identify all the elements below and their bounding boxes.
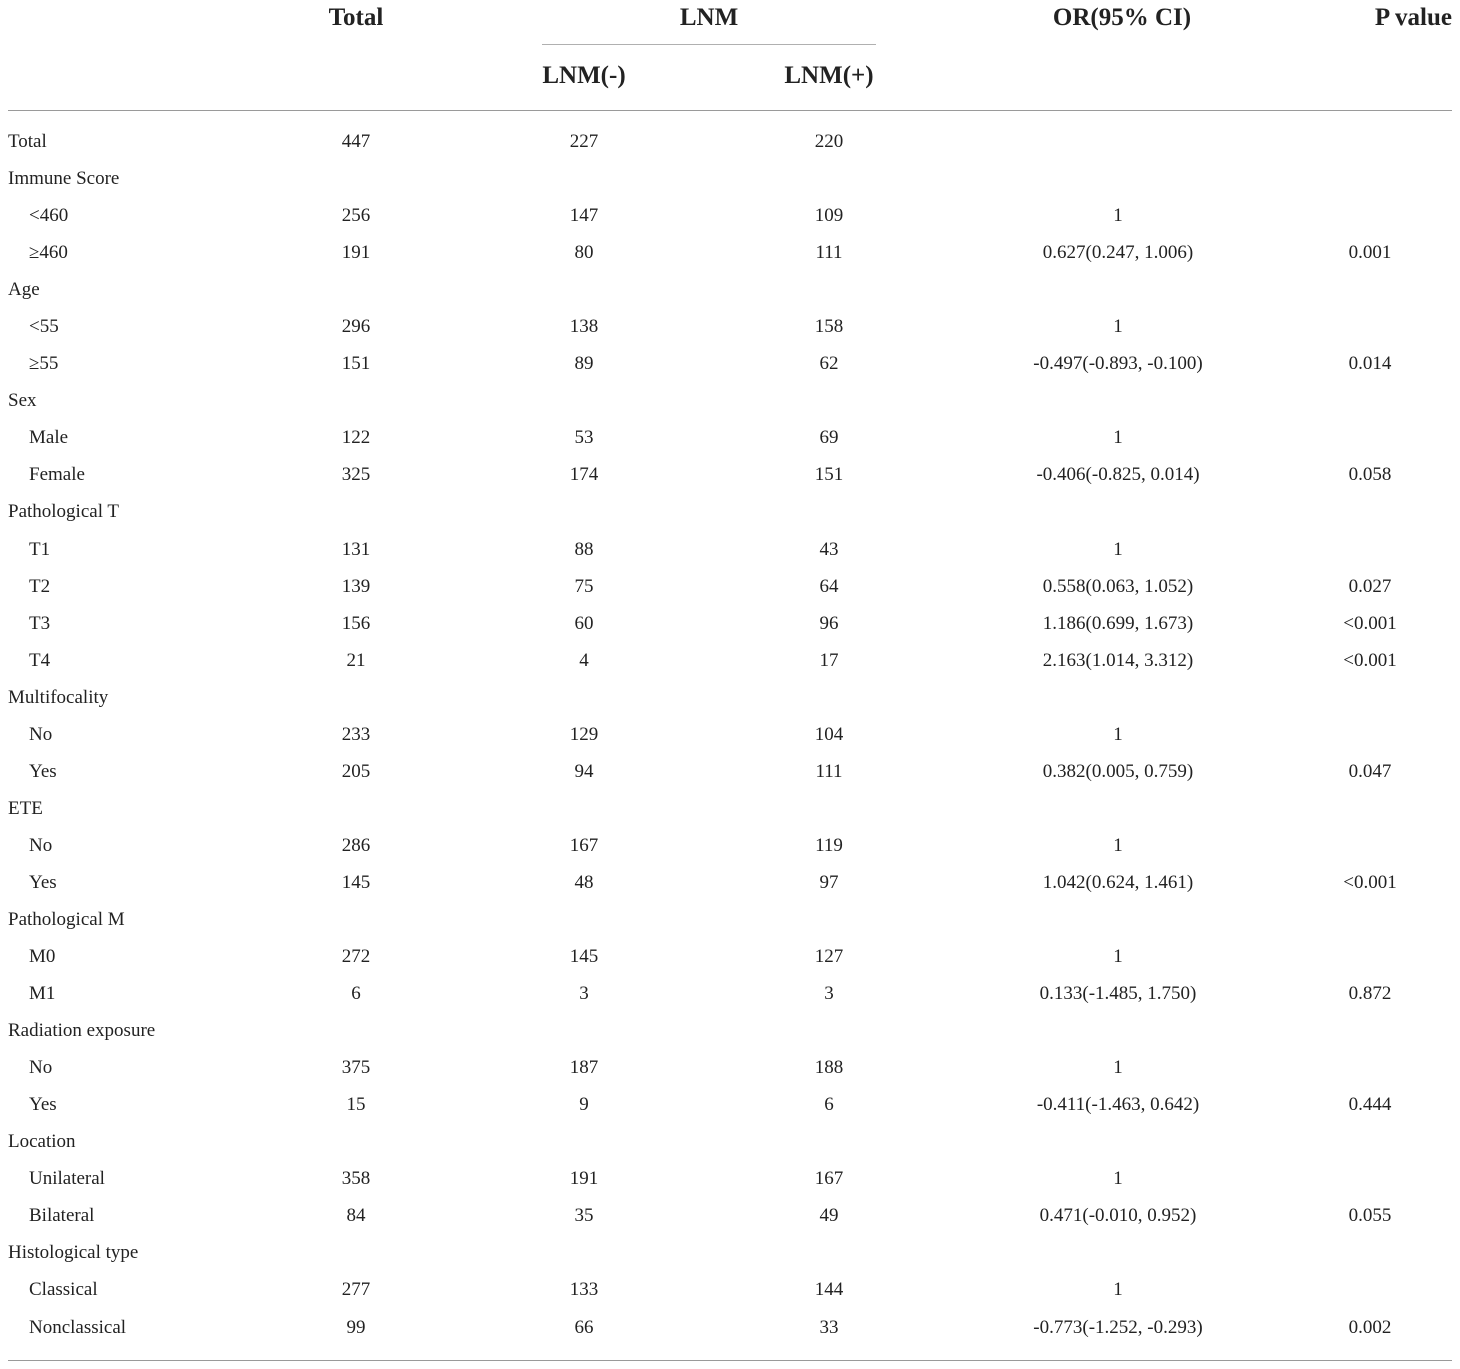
cell-total [248, 271, 464, 308]
cell-total: 205 [341, 760, 371, 782]
table-bottom-rule [8, 1360, 1452, 1361]
cell-or-ci: 1 [1113, 538, 1123, 560]
cell-p-value [1282, 938, 1458, 975]
cell-lnm-negative [464, 493, 704, 530]
table-row-group [8, 901, 1458, 938]
row-label: Total [8, 131, 47, 153]
cell-p-value [1282, 419, 1458, 456]
row-label: Yes [29, 871, 57, 893]
cell-or-ci [954, 790, 1282, 827]
table-row [8, 938, 1458, 975]
cell-total: 15 [346, 1094, 366, 1116]
cell-p-value [1282, 1123, 1458, 1160]
table-row-group [8, 160, 1458, 197]
cell-lnm-positive: 33 [819, 1316, 839, 1338]
table-row [8, 308, 1458, 345]
row-label: M0 [29, 946, 56, 968]
cell-lnm-negative: 9 [579, 1094, 589, 1116]
row-label: No [29, 723, 53, 745]
cell-lnm-positive [704, 493, 954, 530]
row-label: T4 [29, 649, 51, 671]
cell-lnm-negative: 94 [574, 760, 594, 782]
cell-p-value [1282, 1049, 1458, 1086]
cell-total [248, 160, 464, 197]
table-row-group [8, 1012, 1458, 1049]
cell-lnm-positive: 3 [824, 983, 834, 1005]
row-label: Yes [29, 1094, 57, 1116]
cell-lnm-negative [464, 382, 704, 419]
cell-lnm-negative: 48 [574, 871, 594, 893]
cell-lnm-negative: 133 [569, 1279, 599, 1301]
cell-lnm-positive: 104 [814, 723, 844, 745]
cell-lnm-negative: 4 [579, 649, 589, 671]
cell-p-value: 0.872 [1348, 983, 1392, 1005]
cell-total [248, 1234, 464, 1271]
cell-lnm-negative: 145 [569, 946, 599, 968]
cell-lnm-negative [464, 1123, 704, 1160]
cell-lnm-negative [464, 679, 704, 716]
cell-lnm-negative: 80 [574, 242, 594, 264]
cell-or-ci [954, 123, 1282, 160]
cell-p-value [1282, 901, 1458, 938]
cell-lnm-positive: 109 [814, 205, 844, 227]
cell-lnm-negative: 129 [569, 723, 599, 745]
cell-lnm-negative: 35 [574, 1205, 594, 1227]
cell-total: 131 [341, 538, 371, 560]
header-total: Total [328, 4, 384, 31]
row-label: Male [29, 427, 69, 449]
cell-lnm-positive: 188 [814, 1057, 844, 1079]
cell-or-ci [954, 1234, 1282, 1271]
cell-or-ci: 2.163(1.014, 3.312) [1042, 649, 1194, 671]
cell-total: 325 [341, 464, 371, 486]
cell-lnm-positive: 17 [819, 649, 839, 671]
cell-total [248, 901, 464, 938]
cell-or-ci [954, 271, 1282, 308]
cell-lnm-positive: 96 [819, 612, 839, 634]
cell-lnm-negative: 88 [574, 538, 594, 560]
row-label: Histological type [8, 1242, 139, 1264]
table-row [8, 197, 1458, 234]
cell-total: 84 [346, 1205, 366, 1227]
cell-or-ci: 1 [1113, 1168, 1123, 1190]
cell-or-ci [954, 1123, 1282, 1160]
cell-or-ci: 1 [1113, 834, 1123, 856]
cell-lnm-positive [704, 382, 954, 419]
cell-lnm-positive [704, 901, 954, 938]
table-row-group [8, 493, 1458, 530]
row-label: Age [8, 279, 40, 301]
cell-p-value [1282, 1160, 1458, 1197]
cell-or-ci [954, 1012, 1282, 1049]
row-label: ≥460 [29, 242, 68, 264]
cell-p-value: 0.055 [1348, 1205, 1392, 1227]
row-label: M1 [29, 983, 56, 1005]
table-row [8, 753, 1458, 790]
table-row [8, 975, 1458, 1012]
cell-total: 375 [341, 1057, 371, 1079]
cell-total: 6 [351, 983, 361, 1005]
cell-or-ci: -0.406(-0.825, 0.014) [1036, 464, 1200, 486]
cell-lnm-negative: 75 [574, 575, 594, 597]
row-label: T3 [29, 612, 51, 634]
row-label: Immune Score [8, 168, 120, 190]
cell-or-ci: 1 [1113, 316, 1123, 338]
cell-lnm-negative: 66 [574, 1316, 594, 1338]
cell-p-value: <0.001 [1343, 871, 1397, 893]
row-label: Yes [29, 760, 57, 782]
row-label: Pathological M [8, 909, 125, 930]
header-lnm-positive: LNM(+) [784, 62, 874, 89]
cell-or-ci: 0.382(0.005, 0.759) [1042, 760, 1194, 782]
cell-lnm-positive: 220 [814, 131, 844, 153]
cell-or-ci [954, 493, 1282, 530]
cell-p-value: 0.002 [1348, 1316, 1392, 1338]
lnm-group-rule [542, 44, 876, 45]
table-row [8, 1086, 1458, 1123]
cell-lnm-positive: 144 [814, 1279, 844, 1301]
cell-p-value: 0.027 [1348, 575, 1392, 597]
cell-or-ci: -0.411(-1.463, 0.642) [1036, 1094, 1200, 1116]
cell-or-ci [954, 160, 1282, 197]
cell-lnm-positive: 49 [819, 1205, 839, 1227]
cell-p-value [1282, 123, 1458, 160]
cell-or-ci: 1 [1113, 946, 1123, 968]
table-row [8, 568, 1458, 605]
cell-total: 296 [341, 316, 371, 338]
cell-total: 447 [341, 131, 371, 153]
cell-lnm-positive: 111 [815, 760, 843, 782]
cell-lnm-positive [704, 271, 954, 308]
table-row [8, 1309, 1458, 1346]
cell-lnm-positive [704, 1012, 954, 1049]
cell-lnm-positive [704, 790, 954, 827]
cell-p-value [1282, 531, 1458, 568]
table-row-group [8, 1234, 1458, 1271]
cell-lnm-positive [704, 1234, 954, 1271]
row-label: Classical [29, 1279, 98, 1301]
cell-total [248, 1012, 464, 1049]
cell-p-value [1282, 1271, 1458, 1308]
table-row [8, 827, 1458, 864]
cell-or-ci: 0.471(-0.010, 0.952) [1039, 1205, 1197, 1227]
cell-or-ci: 1.186(0.699, 1.673) [1042, 612, 1194, 634]
row-label: No [29, 1057, 53, 1079]
cell-p-value [1282, 271, 1458, 308]
cell-lnm-negative: 53 [574, 427, 594, 449]
table-row [8, 642, 1458, 679]
row-label: Pathological T [8, 501, 119, 523]
cell-p-value [1282, 1012, 1458, 1049]
row-label: Sex [8, 390, 37, 412]
cell-or-ci [954, 901, 1282, 938]
cell-lnm-negative: 191 [569, 1168, 599, 1190]
cell-total: 277 [341, 1279, 371, 1301]
cell-lnm-positive: 151 [814, 464, 844, 486]
cell-p-value [1282, 308, 1458, 345]
cell-or-ci: 0.558(0.063, 1.052) [1042, 575, 1194, 597]
cell-total [248, 493, 464, 530]
cell-or-ci [954, 382, 1282, 419]
cell-lnm-negative [464, 790, 704, 827]
cell-lnm-negative: 138 [569, 316, 599, 338]
cell-total: 191 [341, 242, 371, 264]
cell-p-value [1282, 716, 1458, 753]
header-bottom-rule [8, 110, 1452, 111]
cell-total: 122 [341, 427, 371, 449]
cell-or-ci: 1 [1113, 1279, 1123, 1301]
cell-total [248, 1123, 464, 1160]
table-row-group [8, 123, 1458, 160]
cell-lnm-negative: 147 [569, 205, 599, 227]
table-row [8, 345, 1458, 382]
cell-or-ci: 0.627(0.247, 1.006) [1042, 242, 1194, 264]
cell-or-ci [954, 679, 1282, 716]
cell-or-ci: 1.042(0.624, 1.461) [1042, 871, 1194, 893]
row-label: T2 [29, 575, 51, 597]
cell-or-ci: 1 [1113, 723, 1123, 745]
cell-lnm-positive: 111 [815, 242, 843, 264]
cell-lnm-negative: 187 [569, 1057, 599, 1079]
cell-lnm-positive: 62 [819, 353, 839, 375]
table-row [8, 1049, 1458, 1086]
row-label: Multifocality [8, 686, 109, 708]
cell-p-value: 0.001 [1348, 242, 1392, 264]
cell-lnm-negative: 3 [579, 983, 589, 1005]
cell-lnm-negative: 60 [574, 612, 594, 634]
cell-lnm-positive: 97 [819, 871, 839, 893]
cell-lnm-positive: 69 [819, 427, 839, 449]
cell-or-ci: -0.773(-1.252, -0.293) [1033, 1316, 1203, 1338]
table-row [8, 1160, 1458, 1197]
table-row [8, 1197, 1458, 1234]
cell-p-value [1282, 160, 1458, 197]
cell-lnm-positive: 6 [824, 1094, 834, 1116]
cell-total: 145 [341, 871, 371, 893]
cell-p-value [1282, 790, 1458, 827]
cell-total: 272 [341, 946, 371, 968]
row-label: Female [29, 464, 85, 486]
cell-or-ci: 1 [1113, 205, 1123, 227]
row-label: Location [8, 1131, 76, 1153]
table-row [8, 531, 1458, 568]
table-row-group [8, 382, 1458, 419]
cell-p-value [1282, 1234, 1458, 1271]
cell-total: 21 [346, 649, 366, 671]
cell-total: 151 [341, 353, 371, 375]
cell-p-value [1282, 382, 1458, 419]
row-label: T1 [29, 538, 51, 560]
row-label: <460 [29, 205, 69, 227]
cell-or-ci: 1 [1113, 1057, 1123, 1079]
results-table-body [8, 123, 1458, 1346]
cell-lnm-negative [464, 901, 704, 938]
table-row [8, 1271, 1458, 1308]
row-label: <55 [29, 316, 59, 338]
cell-lnm-negative: 174 [569, 464, 599, 486]
table-row-group [8, 271, 1458, 308]
cell-lnm-positive: 158 [814, 316, 844, 338]
table-row [8, 234, 1458, 271]
header-or: OR(95% CI) [1052, 4, 1192, 31]
table-row-group [8, 1123, 1458, 1160]
cell-total: 233 [341, 723, 371, 745]
cell-lnm-positive: 127 [814, 946, 844, 968]
table-row [8, 605, 1458, 642]
cell-total: 139 [341, 575, 371, 597]
cell-total: 256 [341, 205, 371, 227]
row-label: Radiation exposure [8, 1020, 156, 1042]
cell-or-ci: 1 [1113, 427, 1123, 449]
header-lnm-negative: LNM(-) [542, 62, 626, 89]
cell-lnm-negative: 89 [574, 353, 594, 375]
row-label: No [29, 834, 53, 856]
cell-lnm-negative: 167 [569, 834, 599, 856]
row-label: Nonclassical [29, 1316, 127, 1338]
row-label: Bilateral [29, 1205, 95, 1227]
cell-lnm-positive [704, 679, 954, 716]
results-table [8, 123, 1458, 1346]
table-row [8, 456, 1458, 493]
cell-lnm-positive: 167 [814, 1168, 844, 1190]
cell-lnm-positive [704, 1123, 954, 1160]
cell-p-value [1282, 679, 1458, 716]
cell-p-value [1282, 827, 1458, 864]
cell-lnm-negative [464, 271, 704, 308]
cell-lnm-negative [464, 160, 704, 197]
cell-total: 99 [346, 1316, 366, 1338]
row-label: ETE [8, 797, 43, 819]
header-p-value: P value [1374, 4, 1452, 31]
header-lnm: LNM [679, 4, 739, 31]
cell-total [248, 790, 464, 827]
table-row-group [8, 679, 1458, 716]
cell-total: 156 [341, 612, 371, 634]
cell-or-ci: 0.133(-1.485, 1.750) [1039, 983, 1197, 1005]
cell-total: 358 [341, 1168, 371, 1190]
cell-lnm-negative: 227 [569, 131, 599, 153]
cell-total [248, 679, 464, 716]
cell-or-ci: -0.497(-0.893, -0.100) [1033, 353, 1203, 375]
cell-total [248, 382, 464, 419]
cell-p-value: 0.058 [1348, 464, 1392, 486]
cell-p-value [1282, 197, 1458, 234]
table-row [8, 419, 1458, 456]
cell-p-value [1282, 493, 1458, 530]
cell-lnm-positive: 119 [815, 834, 843, 856]
row-label: Unilateral [29, 1168, 105, 1190]
cell-lnm-negative [464, 1234, 704, 1271]
cell-p-value: <0.001 [1343, 612, 1397, 634]
row-label: ≥55 [29, 353, 59, 375]
cell-total: 286 [341, 834, 371, 856]
table-row-group [8, 790, 1458, 827]
table-row [8, 864, 1458, 901]
table-row [8, 716, 1458, 753]
cell-p-value: 0.047 [1348, 760, 1392, 782]
cell-lnm-negative [464, 1012, 704, 1049]
cell-lnm-positive [704, 160, 954, 197]
cell-p-value: 0.014 [1348, 353, 1392, 375]
cell-lnm-positive: 64 [819, 575, 839, 597]
cell-p-value: <0.001 [1343, 649, 1397, 671]
cell-lnm-positive: 43 [819, 538, 839, 560]
cell-p-value: 0.444 [1348, 1094, 1392, 1116]
